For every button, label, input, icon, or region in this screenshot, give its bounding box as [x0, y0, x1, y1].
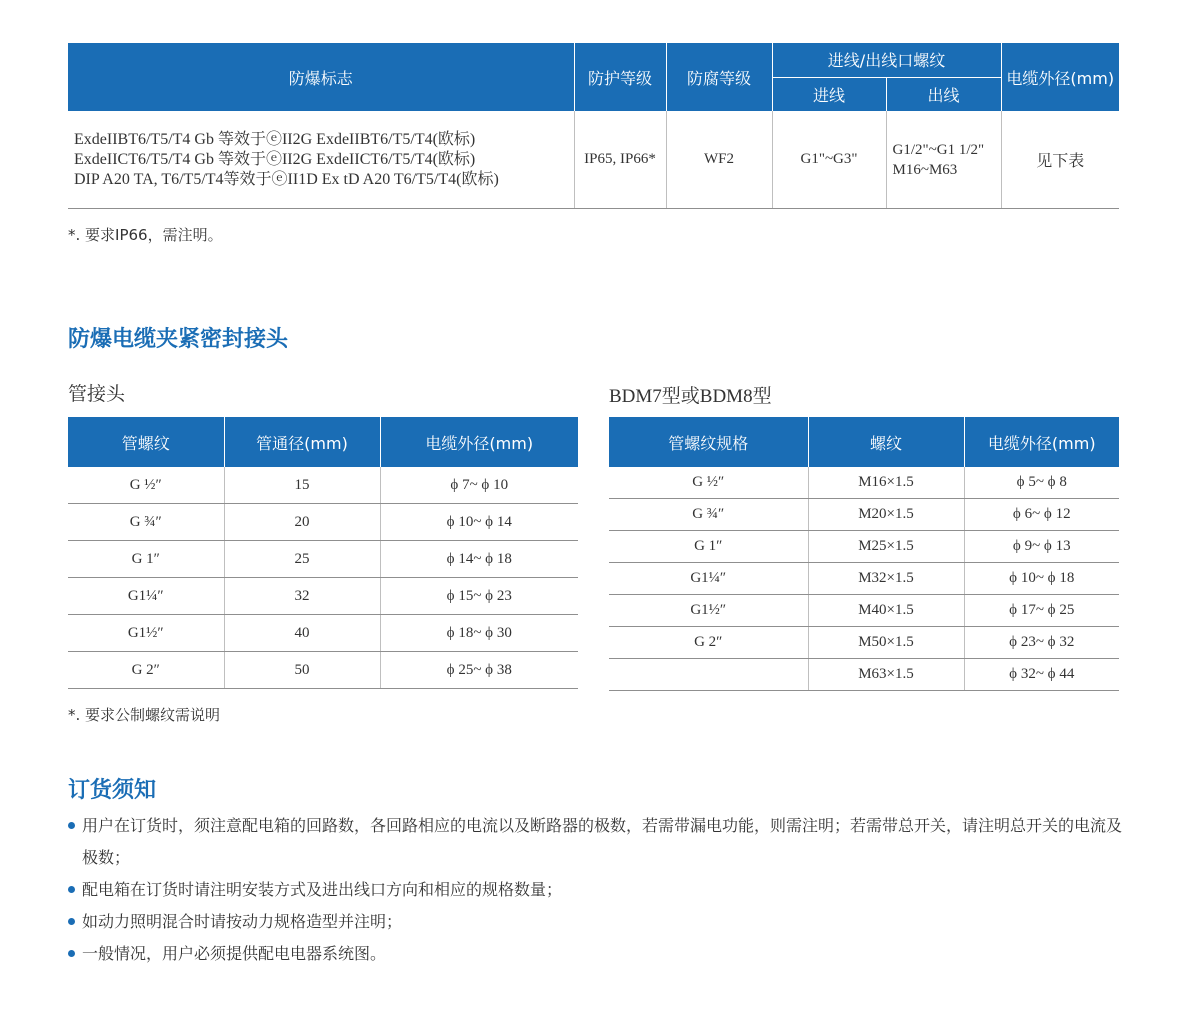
- table-cell: M40×1.5: [808, 595, 964, 627]
- pipe-joint-note: *. 要求公制螺纹需说明: [68, 706, 221, 724]
- table-row: [68, 615, 578, 652]
- header-cable-od: 电缆外径(mm): [964, 417, 1119, 467]
- cable-od-cell: 见下表: [1001, 111, 1119, 209]
- table-cell: G 2″: [68, 652, 224, 689]
- mark-line: ExdeIIBT6/T5/T4 Gb 等效于ⓔII2G ExdeIIBT6/T5/T4(欧标): [74, 130, 476, 148]
- header-bore: 管通径(mm): [224, 417, 380, 467]
- outlet-cell: [886, 111, 1001, 209]
- table-cell: M20×1.5: [808, 499, 964, 531]
- table-cell: M32×1.5: [808, 563, 964, 595]
- table-cell: G 2″: [609, 627, 808, 659]
- table-row: [68, 541, 578, 578]
- table-cell: 15: [224, 467, 380, 504]
- table-cell: 20: [224, 504, 380, 541]
- header-anticorrosion: 防腐等级: [666, 43, 772, 111]
- table-cell: G ½″: [609, 467, 808, 499]
- table-row: [609, 531, 1119, 563]
- spec-note: *. 要求IP66，需注明。: [68, 226, 223, 244]
- header-inlet: 进线: [772, 77, 886, 111]
- bdm-table: [609, 417, 1119, 691]
- table-cell: G1¼″: [609, 563, 808, 595]
- list-item-text: 用户在订货时，须注意配电箱的回路数，各回路相应的电流以及断路器的极数，若需带漏电功能，则需注明；若需带总开关，请注明总开关的电流及极数；: [82, 816, 1123, 867]
- table-cell: G 1″: [609, 531, 808, 563]
- ordering-title: 订货须知: [68, 778, 157, 803]
- table-cell: 50: [224, 652, 380, 689]
- outlet-line: M16~M63: [892, 161, 958, 178]
- table-cell: M63×1.5: [808, 659, 964, 691]
- table-row: [609, 467, 1119, 499]
- table-cell: ϕ 7~ ϕ 10: [380, 467, 578, 504]
- table-cell: [609, 659, 808, 691]
- list-item: [68, 810, 1128, 874]
- outlet-line: G1/2"~G1 1/2": [892, 141, 985, 158]
- list-item: [68, 938, 1128, 970]
- table-row: [68, 467, 578, 504]
- list-item-text: 如动力照明混合时请按动力规格造型并注明；: [82, 912, 403, 931]
- table-row: [68, 111, 1119, 209]
- bullet-icon: [68, 950, 75, 957]
- table-cell: ϕ 18~ ϕ 30: [380, 615, 578, 652]
- table-cell: ϕ 23~ ϕ 32: [964, 627, 1119, 659]
- mark-line: ExdeIICT6/T5/T4 Gb 等效于ⓔII2G ExdeIICT6/T5/T4(欧标): [74, 150, 476, 168]
- table-cell: ϕ 15~ ϕ 23: [380, 578, 578, 615]
- table-cell: G ¾″: [68, 504, 224, 541]
- header-thread: 螺纹: [808, 417, 964, 467]
- header-outlet: 出线: [886, 77, 1001, 111]
- protection-cell: IP65, IP66*: [574, 111, 666, 209]
- table-row: [609, 659, 1119, 691]
- section-title: 防爆电缆夹紧密封接头: [68, 327, 289, 352]
- list-item-text: 一般情况，用户必须提供配电电器系统图。: [82, 944, 387, 963]
- header-protection: 防护等级: [574, 43, 666, 111]
- table-cell: ϕ 10~ ϕ 14: [380, 504, 578, 541]
- bullet-icon: [68, 822, 75, 829]
- header-pipe-thread: 管螺纹: [68, 417, 224, 467]
- list-item: [68, 906, 1128, 938]
- table-cell: ϕ 17~ ϕ 25: [964, 595, 1119, 627]
- table-cell: ϕ 25~ ϕ 38: [380, 652, 578, 689]
- table-cell: 25: [224, 541, 380, 578]
- table-row: [68, 652, 578, 689]
- table-cell: 40: [224, 615, 380, 652]
- bullet-icon: [68, 886, 75, 893]
- table-cell: ϕ 10~ ϕ 18: [964, 563, 1119, 595]
- table-row: [609, 595, 1119, 627]
- table-row: [68, 578, 578, 615]
- table-row: [609, 627, 1119, 659]
- mark-line: DIP A20 TA, T6/T5/T4等效于ⓔII1D Ex tD A20 T6/T5/T4(欧标): [74, 170, 499, 188]
- mark-cell: [68, 111, 574, 209]
- header-mark: 防爆标志: [68, 43, 574, 111]
- table-cell: M50×1.5: [808, 627, 964, 659]
- ordering-list: [68, 810, 1128, 970]
- table-cell: M16×1.5: [808, 467, 964, 499]
- table-cell: G 1″: [68, 541, 224, 578]
- table-cell: G1½″: [68, 615, 224, 652]
- header-thread-group: 进线/出线口螺纹: [772, 43, 1001, 77]
- table-cell: G1¼″: [68, 578, 224, 615]
- table-cell: M25×1.5: [808, 531, 964, 563]
- bullet-icon: [68, 918, 75, 925]
- list-item: [68, 874, 1128, 906]
- table-cell: ϕ 6~ ϕ 12: [964, 499, 1119, 531]
- table-cell: 32: [224, 578, 380, 615]
- pipe-joint-label: 管接头: [68, 383, 126, 405]
- table-row: [609, 563, 1119, 595]
- header-cable-od: 电缆外径(mm): [380, 417, 578, 467]
- list-item-text: 配电箱在订货时请注明安装方式及进出线口方向和相应的规格数量；: [82, 880, 563, 899]
- table-cell: ϕ 9~ ϕ 13: [964, 531, 1119, 563]
- header-thread-spec: 管螺纹规格: [609, 417, 808, 467]
- table-cell: G ¾″: [609, 499, 808, 531]
- table-cell: ϕ 14~ ϕ 18: [380, 541, 578, 578]
- spec-table: [68, 43, 1119, 209]
- table-row: [609, 499, 1119, 531]
- table-cell: G1½″: [609, 595, 808, 627]
- bdm-label: BDM7型或BDM8型: [609, 386, 772, 407]
- table-cell: ϕ 5~ ϕ 8: [964, 467, 1119, 499]
- header-cable-od: 电缆外径(mm): [1001, 43, 1119, 111]
- table-cell: G ½″: [68, 467, 224, 504]
- table-cell: ϕ 32~ ϕ 44: [964, 659, 1119, 691]
- anticorrosion-cell: WF2: [666, 111, 772, 209]
- inlet-cell: G1"~G3": [772, 111, 886, 209]
- table-row: [68, 504, 578, 541]
- pipe-joint-table: [68, 417, 578, 689]
